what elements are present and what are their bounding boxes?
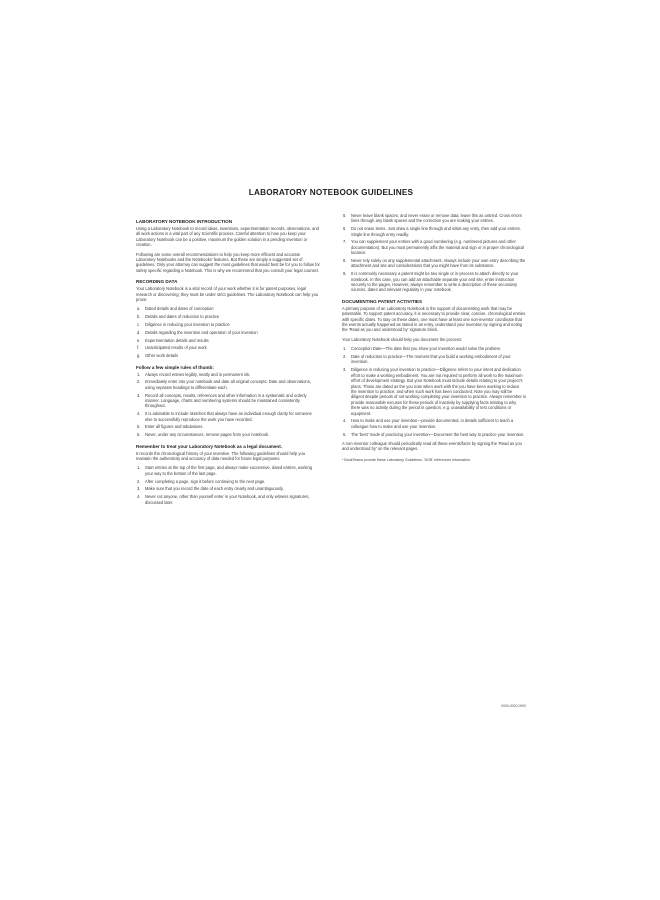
rules-list xyxy=(136,372,320,438)
list-item: 4. How to make and use your invention—provide documented, in details sufficient to teach a colleague how to make and use your invention. xyxy=(343,418,514,429)
list-item: f. Unanticipated results of your work xyxy=(137,345,207,351)
remember-paragraph: It records the chronological history of your inventive. The following guidelines should help you maintain the authenticity and accuracy of data needed for future legal purposes. xyxy=(136,450,306,462)
list-item: e. Experimentation details and results xyxy=(137,337,209,343)
right-column xyxy=(342,213,526,509)
remember-heading: Remember to treat your Laboratory Notebook as a legal document. xyxy=(136,443,283,449)
list-item: 1. Always record entries legibly, neatly and in permanent ink. xyxy=(137,371,251,377)
intro-paragraph: Following are some overall recommendations to help you keep more efficient and accurate Laboratory Notebooks and the Notebooks' features. But these are simply a suggested set of guidelines. Only your attorney can suggest the most guidelines that would best be for you to follow for safety specific regarding a Notebook. This is why we recommend that you consult your legal counsel. xyxy=(136,251,320,273)
list-item: 5. The 'best' mode of practicing your invention—Document the best way to practice your invention. xyxy=(343,431,525,437)
list-item: 3. Make sure that you record the date of each entry clearly and unambiguously. xyxy=(137,486,284,492)
two-column-body xyxy=(136,213,526,509)
patent-heading: DOCUMENTING PATENT ACTIVITIES xyxy=(342,298,423,304)
remember-list xyxy=(136,465,320,505)
intro-paragraph: Using a Laboratory Notebook to record ideas, inventions, experimentation records, observations, and all work actions is a vital part of any Scientific process. Careful attention to how you keep your Laboratory Notebook can be a positive, maximum the golden solution in a pending invention or creation. xyxy=(136,226,319,248)
list-item: 2. Immediately enter into your notebook and date all original concepts. Date and observations, using separate headings to differentiate each. xyxy=(137,379,311,390)
list-item: 8. Never rely solely on any supplemental attachment. Always include your own entry describing the attachment and site and considerations that you might have from its substance. xyxy=(343,258,526,269)
list-item: 5. Enter all figures and tabulations. xyxy=(137,424,204,430)
list-item: a. Dated details and dates of conception xyxy=(137,306,214,312)
document-title: LABORATORY NOTEBOOK GUIDELINES xyxy=(248,188,414,197)
list-item: b. Details and dates of reduction to practice xyxy=(137,314,220,320)
patent-paragraph: Your Laboratory Notebook should help you document the process: xyxy=(342,336,463,342)
list-item: 6. Never, under any circumstances, remove pages from your notebook. xyxy=(137,432,270,438)
footnote: * BookTeams provide these Laboratory Guidelines. 'DOB' references information. xyxy=(342,457,471,462)
document-page xyxy=(136,188,526,708)
patent-paragraph: A primary purpose of an Laboratory Notebook is the support of documenting work that may be patentable. To support patent accuracy, it is necessary to provide clear, concise, chronological entries with specific dates. To stay on these dates, one must have at least one non-inventor coordinate that the events actually happened as stated in an entry, understand your invention by signing and noting the 'Read as you and understood by' signature block. xyxy=(342,305,526,333)
list-item: 4. It is advisable to include sketches that always have an individual enough clarity for someone else to successfully reproduce the work you have recorded. xyxy=(137,411,312,422)
list-item: 2. After completing a page, sign it before continuing to the next page. xyxy=(137,478,266,484)
recording-heading: RECORDING DATA xyxy=(136,279,178,285)
list-item: 5. Never leave blank spaces, and never erase or remove data, leave this as untried. Cross errors lines through any blank spaces and the correction you are making your entries. xyxy=(343,213,522,224)
patent-list xyxy=(342,346,526,437)
list-item: 1. Start entries at the top of the first page, and always make successive, dated entries, working your way to the bottom of the last page. xyxy=(137,465,313,476)
left-column xyxy=(136,213,320,509)
recording-list xyxy=(136,306,320,358)
list-item: 3. Record all concepts, results, references and other information in a systematic and orderly manner. Language, charts and numbering systems should be maintained consistently throughout. xyxy=(137,392,307,409)
list-item: 4. Never cut anyone, other than yourself enter in your Notebook, and only witness signatures, discussed later. xyxy=(137,494,310,505)
list-item: 6. Do not erase items. Just draw a single line through and initial any entry, then add your entries. Single line through entry readily. xyxy=(343,226,521,237)
document-code: 0000-0000-0000 xyxy=(501,704,526,708)
recording-paragraph: Your Laboratory Notebook is a vital record of your work whether it is for patent purposes, legal research or discovering; they must be under strict guidelines. The Laboratory Notebook can help you prove: xyxy=(136,286,319,303)
rules-heading: Follow a few simple rules of thumb: xyxy=(136,364,214,370)
closing-paragraph: A non-inventor colleague should periodically read all these events/facts by signing the 'Read as you and understood by' on the relevant pages. xyxy=(342,440,522,452)
list-item: g. Other work details xyxy=(137,353,178,359)
list-item: 1. Conception Date—The date that you show your invention would solve the problem. xyxy=(343,346,502,352)
continued-list xyxy=(342,213,526,293)
list-item: c. Diligence in reducing your invention to practice xyxy=(137,322,230,328)
list-item: 2. Date of reduction to practice—The moment that you build a working embodiment of your invention. xyxy=(343,354,511,365)
list-item: d. Details regarding the invention and operation of your invention xyxy=(137,329,258,335)
intro-heading: LABORATORY NOTEBOOK INTRODUCTION xyxy=(136,219,233,224)
list-item: 9. It is commonly necessary a patent might be two single or in-process to attach directly to your notebook. In this case, you can add an attachable separate your and site, enter instruction securely to the pages. However, always remember to write a description of these secondary sources, dates and relevant regularity in your notebook. xyxy=(343,271,519,293)
list-item: 3. Diligence in reducing your invention to practice—Diligence refers to your intent and dedication effort to make a working embodiment. You are not required to perform all work to the maximum effort of development strategy. But your Notebook must include details relating to your project's plans. Those are dated as the you note when work with the you have been working to reduce the invention to practice; and when such work has been conducted. Note you may still be diligent despite periods of not working completing your invention to practice. Always remember is provide reasonable excuses for these periods of inactivity by supplying facts relating to why there was no activity during the period in question, e.g. unavailability of test conditions or equipment. xyxy=(343,367,526,416)
list-item: 7. You can supplement your entries with a good numbering (e.g. numbered pictures and other documentation). But you must permanently affix the material and sign or in proper chronological location. xyxy=(343,239,525,256)
